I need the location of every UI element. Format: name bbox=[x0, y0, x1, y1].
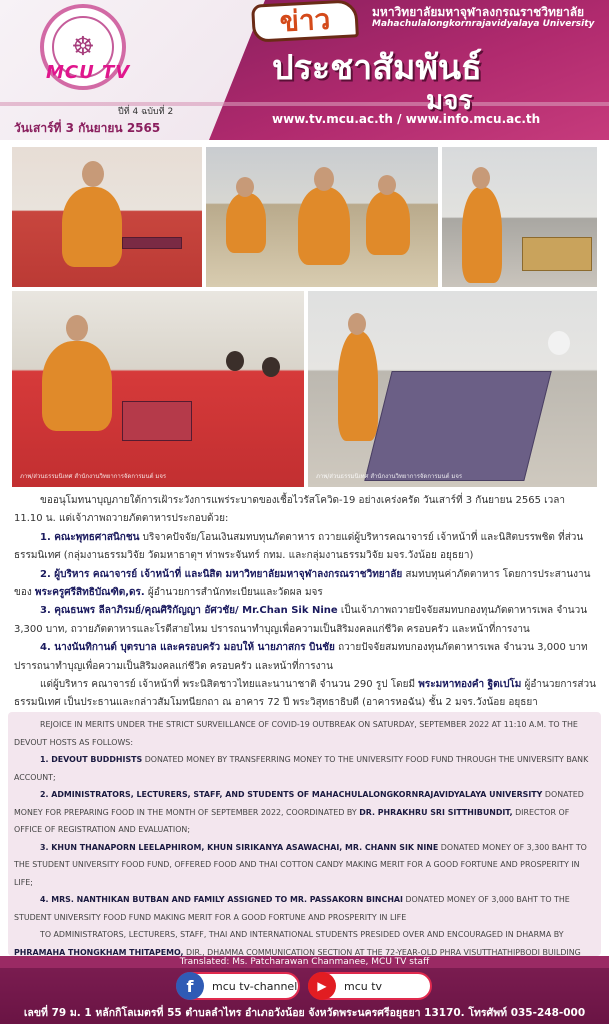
photo-collage bbox=[12, 147, 597, 487]
headline-subtitle: มจร bbox=[426, 86, 473, 116]
facebook-icon: f bbox=[176, 972, 204, 1000]
facebook-link[interactable] bbox=[176, 972, 300, 1000]
photo-buffet-line bbox=[308, 291, 597, 487]
headline-title: ประชาสัมพันธ์ bbox=[272, 48, 482, 88]
facebook-label: mcu tv-channel bbox=[212, 979, 298, 993]
website-urls: www.tv.mcu.ac.th / www.info.mcu.ac.th bbox=[272, 112, 541, 126]
photo-monks-dining bbox=[206, 147, 438, 287]
youtube-label: mcu tv bbox=[344, 979, 383, 993]
english-item-2: 2. ADMINISTRATORS, LECTURERS, STAFF, AND STUDENTS OF MAHACHULALONGKORNRAJAVIDYALAYA UNIVERSITY DONATED MONEY FOR PREPARING FOOD IN THE MONTH OF SEPTEMBER 2022, COORDINATED BY DR. PHRAKHRU SRI SITTHIBUNDIT, DIRECTOR OF OFFICE OF REGISTRATION AND EVALUATION; bbox=[14, 790, 584, 834]
footer-address: เลขที่ 79 ม. 1 หลักกิโลเมตรที่ 55 ตำบลลำไทร อำเภอวังน้อย จังหวัดพระนครศรีอยุธยา 13170. โทรศัพท์ 035-248-000 bbox=[23, 1007, 586, 1019]
youtube-play-icon: ▶ bbox=[308, 972, 336, 1000]
thai-item-3: 3. คุณธนพร ลีลาภิรมย์/คุณศิริกัญญา อัศวชัย/ Mr.Chan Sik Nine เป็นเจ้าภาพถวายปัจจัยสมทบกองทุนภัตตาหารเพล จำนวน 3,300 บาท, ถวายภัตตาหารและโรตีสายไหม ปรารถนาทำบุญเพื่อความเป็นสิริมงคลแก่ชีวิต ครอบครัว และหน้าที่การงาน bbox=[14, 605, 588, 635]
thai-closing: แด่ผู้บริหาร คณาจารย์ เจ้าหน้าที่ พระนิสิตชาวไทยและนานาชาติ จำนวน 290 รูป โดยมี พระมหาทองคำ ฐิตเปโม ผู้อำนวยการส่วนธรรมนิเทศ เป็นประธานและกล่าวสัมโมทนียกถา ณ อาคาร 72 ปี พระวิสุทธาธิบดี (อาคารหอฉัน) ชั้น 2 มจร.วังน้อย อยุธยา bbox=[14, 679, 596, 709]
photo-donors-offering bbox=[12, 291, 304, 487]
english-intro: REJOICE IN MERITS UNDER THE STRICT SURVEILLANCE OF COVID-19 OUTBREAK ON SATURDAY, SEPTEMBER 2022 AT 11:10 A.M. TO THE DEVOUT HOSTS AS FOLLOWS: bbox=[14, 720, 578, 747]
english-item-1: 1. DEVOUT BUDDHISTS DONATED MONEY BY TRANSFERRING MONEY TO THE UNIVERSITY FOOD FUND THROUGH THE UNIVERSITY BANK ACCOUNT; bbox=[14, 755, 589, 782]
photo-monk-presiding bbox=[12, 147, 202, 287]
mcu-tv-logo-text: MCU TV bbox=[46, 62, 131, 83]
english-closing: TO ADMINISTRATORS, LECTURERS, STAFF, THAI AND INTERNATIONAL STUDENTS PRESIDED OVER AND ENCOURAGED IN DHARMA BY PHRAMAHA THONGKHAM THITAPEMO, DIR., DHAMMA COMMUNICATION SECTION AT THE 72-YEAR-OLD PHRA VISUTTHATHIPBODI BUILDING bbox=[14, 930, 581, 957]
thai-item-2: 2. ผู้บริหาร คณาจารย์ เจ้าหน้าที่ และนิสิต มหาวิทยาลัยมหาจุฬาลงกรณราชวิทยาลัย สมทบทุนค่าภัตตาหาร โดยการประสานงานของ พระครูศรีสิทธิบัณฑิต,ดร. ผู้อำนวยการสำนักทะเบียนและวัดผล มจร bbox=[14, 568, 591, 599]
english-item-4: 4. MRS. NANTHIKAN BUTBAN AND FAMILY ASSIGNED TO MR. PASSAKORN BINCHAI DONATED MONEY OF 3,000 BAHT TO THE STUDENT UNIVERSITY FOOD FUND MAKING MERIT FOR A GOOD FORTUNE AND PROSPERITY IN LIFE bbox=[14, 895, 570, 922]
youtube-link[interactable] bbox=[308, 972, 432, 1000]
photo-caption: ภาพ/ส่วนธรรมนิเทศ สำนักงานวิทยาการจัดการมนต์ มจร bbox=[316, 473, 463, 480]
header-stripe bbox=[0, 102, 609, 106]
thai-item-1: 1. คณะพุทธศาสนิกชน บริจาคปัจจัย/โอนเงินสมทบทุนภัตตาหาร ถวายแด่ผู้บริหารคณาจารย์ เจ้าหน้าที่ และนิสิตบรรพชิต ที่ส่วนธรรมนิเทศ (กลุ่มงานธรรมวิจัย วัดมหาธาตุฯ ท่าพระจันทร์ กทม. และกลุ่มงานธรรมวิจัย มจร.วังน้อย อยุธยา) bbox=[14, 531, 584, 562]
news-label: ข่าว bbox=[251, 0, 359, 43]
university-name-thai: มหาวิทยาลัยมหาจุฬาลงกรณราชวิทยาลัย bbox=[372, 5, 585, 19]
university-name-english: Mahachulalongkornrajavidyalaya University bbox=[372, 19, 595, 29]
photo-caption: ภาพ/ส่วนธรรมนิเทศ สำนักงานวิทยาการจัดการมนต์ มจร bbox=[20, 473, 167, 480]
thai-item-4: 4. นางนันทิกานต์ บุตรบาล และครอบครัว มอบให้ นายภาสกร บินชัย ถวายปัจจัยสมทบกองทุนภัตตาหารเพล จำนวน 3,000 บาท ปรารถนาทำบุญเพื่อความเป็นสิริมงคลแก่ชีวิต ครอบครัว และหน้าที่การงาน bbox=[14, 642, 588, 672]
thai-article-body bbox=[14, 492, 596, 713]
thai-intro: ขออนุโมทนาบุญภายใต้การเฝ้าระวังการแพร่ระบาดของเชื้อไวรัสโควิด-19 อย่างเคร่งครัด วันเสาร์ที่ 3 กันยายน 2565 เวลา 11.10 น. แด่เจ้าภาพถวายภัตตาหารประกอบด้วย: bbox=[14, 495, 565, 525]
translator-credit: Translated: Ms. Patcharawan Chanmanee, MCU TV staff bbox=[0, 956, 609, 968]
english-article-body bbox=[14, 716, 596, 979]
publication-date: วันเสาร์ที่ 3 กันยายน 2565 bbox=[14, 121, 161, 135]
photo-food-serving bbox=[442, 147, 597, 287]
seal-icon: ☸ bbox=[52, 16, 114, 78]
header-banner bbox=[0, 0, 609, 140]
english-item-3: 3. KHUN THANAPORN LEELAPHIROM, KHUN SIRIKANYA ASAWACHAI, MR. CHANN SIK NINE DONATED MONEY OF 3,300 BAHT TO THE STUDENT UNIVERSITY FOOD FUND, OFFERED FOOD AND THAI COTTON CANDY MAKING MERIT FOR A GOOD FORTUNE AND PROSPERITY IN LIFE; bbox=[14, 842, 587, 887]
issue-number: ปีที่ 4 ฉบับที่ 2 bbox=[118, 107, 174, 117]
